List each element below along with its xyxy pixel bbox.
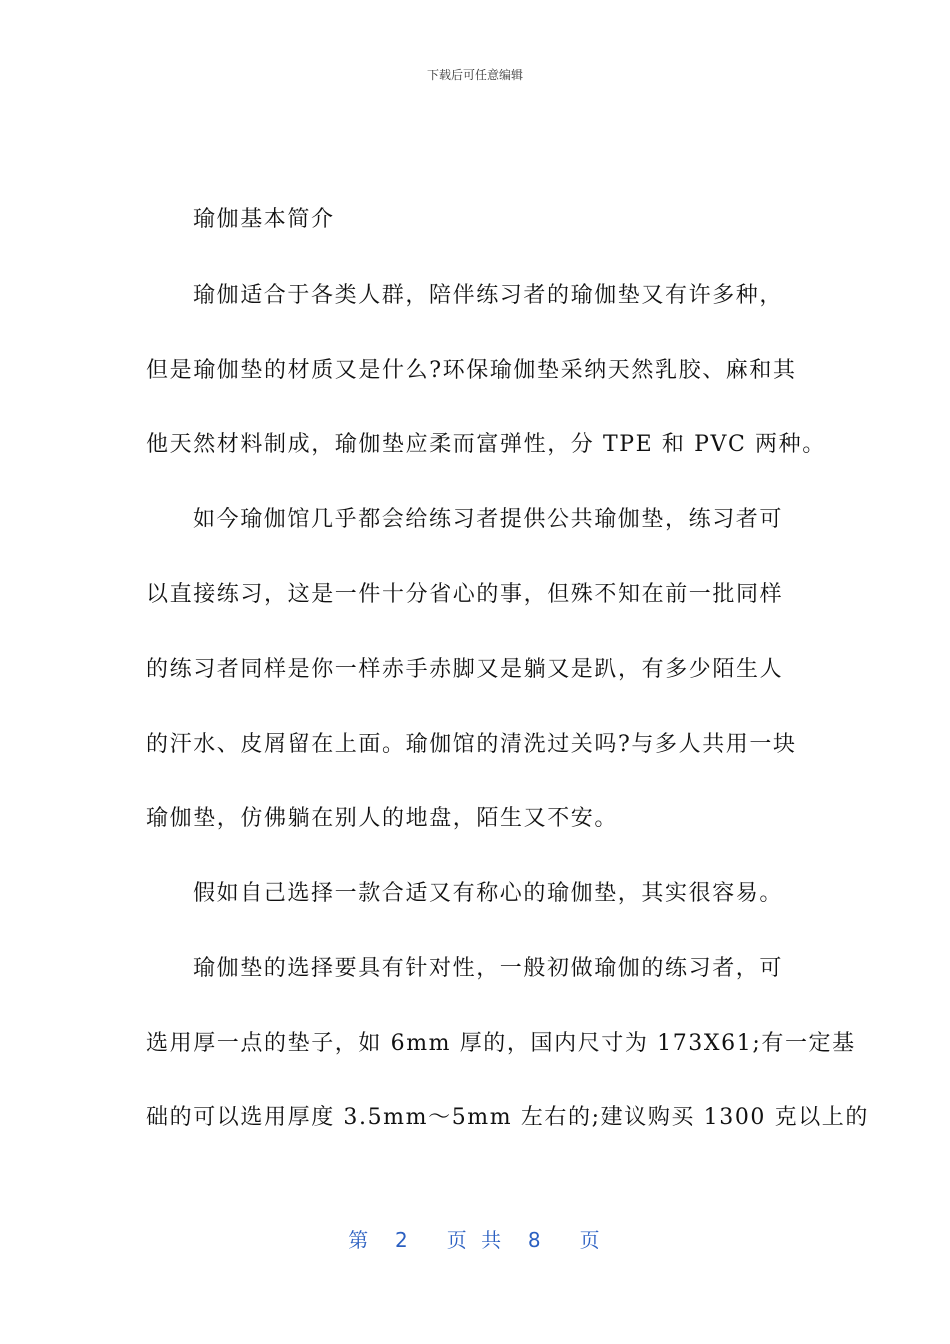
paragraph-line: 的练习者同样是你一样赤手赤脚又是躺又是趴，有多少陌生人 xyxy=(146,657,784,682)
page-footer xyxy=(0,1224,950,1253)
page-header-note: 下载后可任意编辑 xyxy=(426,68,523,82)
paragraph-line: 瑜伽垫，仿佛躺在别人的地盘，陌生又不安。 xyxy=(146,806,619,831)
page-number-label: 第 2 页 共 8 页 xyxy=(348,1228,602,1252)
paragraph-line: 础的可以选用厚度 3.5mm～5mm 左右的;建议购买 1300 克以上的 xyxy=(146,1105,870,1130)
document-title: 瑜伽基本简介 xyxy=(193,207,335,232)
paragraph-line: 瑜伽适合于各类人群，陪伴练习者的瑜伽垫又有许多种， xyxy=(193,283,784,308)
paragraph-line: 但是瑜伽垫的材质又是什么?环保瑜伽垫采纳天然乳胶、麻和其 xyxy=(146,358,797,383)
paragraph-line: 的汗水、皮屑留在上面。瑜伽馆的清洗过关吗?与多人共用一块 xyxy=(146,732,797,757)
paragraph-line: 他天然材料制成，瑜伽垫应柔而富弹性，分 TPE 和 PVC 两种。 xyxy=(146,432,826,457)
paragraph-line: 瑜伽垫的选择要具有针对性，一般初做瑜伽的练习者，可 xyxy=(193,956,784,981)
paragraph-line: 以直接练习，这是一件十分省心的事，但殊不知在前一批同样 xyxy=(146,582,784,607)
paragraph-line: 选用厚一点的垫子，如 6mm 厚的，国内尺寸为 173X61;有一定基 xyxy=(146,1031,856,1056)
paragraph-line: 如今瑜伽馆几乎都会给练习者提供公共瑜伽垫，练习者可 xyxy=(193,507,784,532)
paragraph-line: 假如自己选择一款合适又有称心的瑜伽垫，其实很容易。 xyxy=(193,881,784,906)
